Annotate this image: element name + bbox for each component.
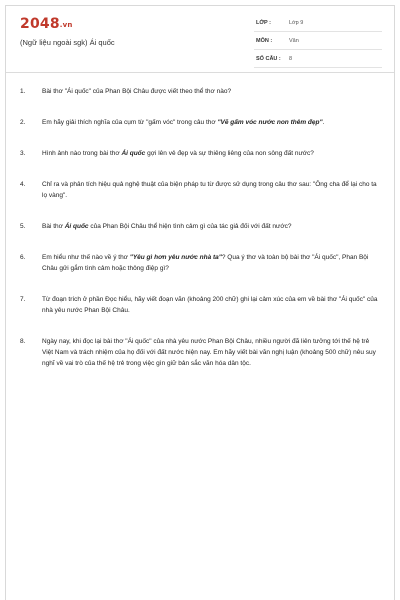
info-label: MÔN : xyxy=(256,38,273,44)
question-text xyxy=(42,88,231,95)
question-number: 7. xyxy=(20,296,26,303)
info-row-question-count xyxy=(254,53,382,68)
question-item xyxy=(20,86,382,97)
info-row-class xyxy=(254,17,382,32)
question-text-segment: Hình ảnh nào trong bài thơ xyxy=(42,150,122,157)
question-number: 2. xyxy=(20,119,26,126)
question-number: 5. xyxy=(20,223,26,230)
question-text xyxy=(42,338,376,367)
question-text-segment: của Phan Bội Châu thể hiện tình cảm gì của tác giả đối với đất nước? xyxy=(88,223,292,230)
question-text-segment: gợi lên vẻ đẹp và sự thiêng liêng của non sông đất nước? xyxy=(145,150,314,157)
header-divider xyxy=(6,72,394,73)
question-item xyxy=(20,221,382,232)
question-text xyxy=(42,181,377,199)
question-text-segment: . xyxy=(322,119,325,126)
info-label: SỐ CÂU : xyxy=(256,56,281,62)
question-list xyxy=(20,86,382,389)
question-item xyxy=(20,252,382,274)
question-number: 1. xyxy=(20,88,26,95)
question-text-segment: Em hãy giải thích nghĩa của cụm từ "gấm vóc" trong câu thơ xyxy=(42,119,218,126)
question-text xyxy=(42,254,368,272)
question-quote: "Yêu gì hơn yêu nước nhà ta" xyxy=(129,254,222,261)
question-item xyxy=(20,117,382,128)
question-quote: Ái quốc xyxy=(64,223,89,230)
info-value: Lớp 9 xyxy=(289,20,304,26)
question-number: 3. xyxy=(20,150,26,157)
site-logo[interactable] xyxy=(20,16,73,32)
question-item xyxy=(20,148,382,159)
document-title: (Ngữ liệu ngoài sgk) Ái quốc xyxy=(20,38,115,47)
question-quote: "Vẽ gấm vóc nước non thêm đẹp" xyxy=(217,119,323,126)
info-panel xyxy=(254,17,382,71)
question-number: 4. xyxy=(20,181,26,188)
question-text xyxy=(42,119,324,126)
logo-main: 2048 xyxy=(20,16,60,32)
question-number: 8. xyxy=(20,338,26,345)
worksheet-header xyxy=(6,6,396,66)
logo-suffix: .vn xyxy=(59,21,73,29)
question-text xyxy=(42,223,292,230)
question-text-segment: ? Qua ý thơ và toàn bộ bài thơ "Ái quốc", Phan Bội Châu gửi gắm tình cảm hoặc thông điệp gì? xyxy=(42,254,369,272)
info-value: Văn xyxy=(289,38,299,44)
info-row-subject xyxy=(254,35,382,50)
question-item xyxy=(20,179,382,201)
question-text-segment: Bài thơ xyxy=(42,223,65,230)
question-text-segment: Ngày nay, khi đọc lại bài thơ "Ái quốc" của nhà yêu nước Phan Bội Châu, nhiều người đã liên tưởng tới thế hệ trẻ Việt Nam và trách nhiệm của họ đối với đất nước hiện nay. Em hãy viết bài văn nghị luận (khoảng 500 chữ) nêu suy nghĩ về vai trò của thế hệ trẻ trong việc gìn giữ bản sắc văn hóa dân tộc. xyxy=(42,338,376,367)
question-number: 6. xyxy=(20,254,26,261)
info-label: LỚP : xyxy=(256,20,271,26)
question-text-segment: Bài thơ "Ái quốc" của Phan Bội Châu được viết theo thể thơ nào? xyxy=(42,88,232,95)
question-item xyxy=(20,294,382,316)
question-text-segment: Từ đoạn trích ở phần Đọc hiểu, hãy viết đoạn văn (khoảng 200 chữ) ghi lại cảm xúc của em về bài thơ "Ái quốc" của nhà yêu nước Phan Bội Châu. xyxy=(42,296,378,314)
info-value: 8 xyxy=(289,56,293,62)
question-item xyxy=(20,336,382,369)
worksheet xyxy=(5,5,395,600)
question-quote: Ái quốc xyxy=(121,150,146,157)
question-text-segment: Chỉ ra và phân tích hiệu quả nghệ thuật của biện pháp tu từ được sử dụng trong câu thơ sau: "Ông cha để lại cho ta lọ vàng". xyxy=(42,181,377,199)
question-text-segment: Em hiểu như thế nào về ý thơ xyxy=(42,254,130,261)
question-text xyxy=(42,296,377,314)
question-text xyxy=(42,150,314,157)
